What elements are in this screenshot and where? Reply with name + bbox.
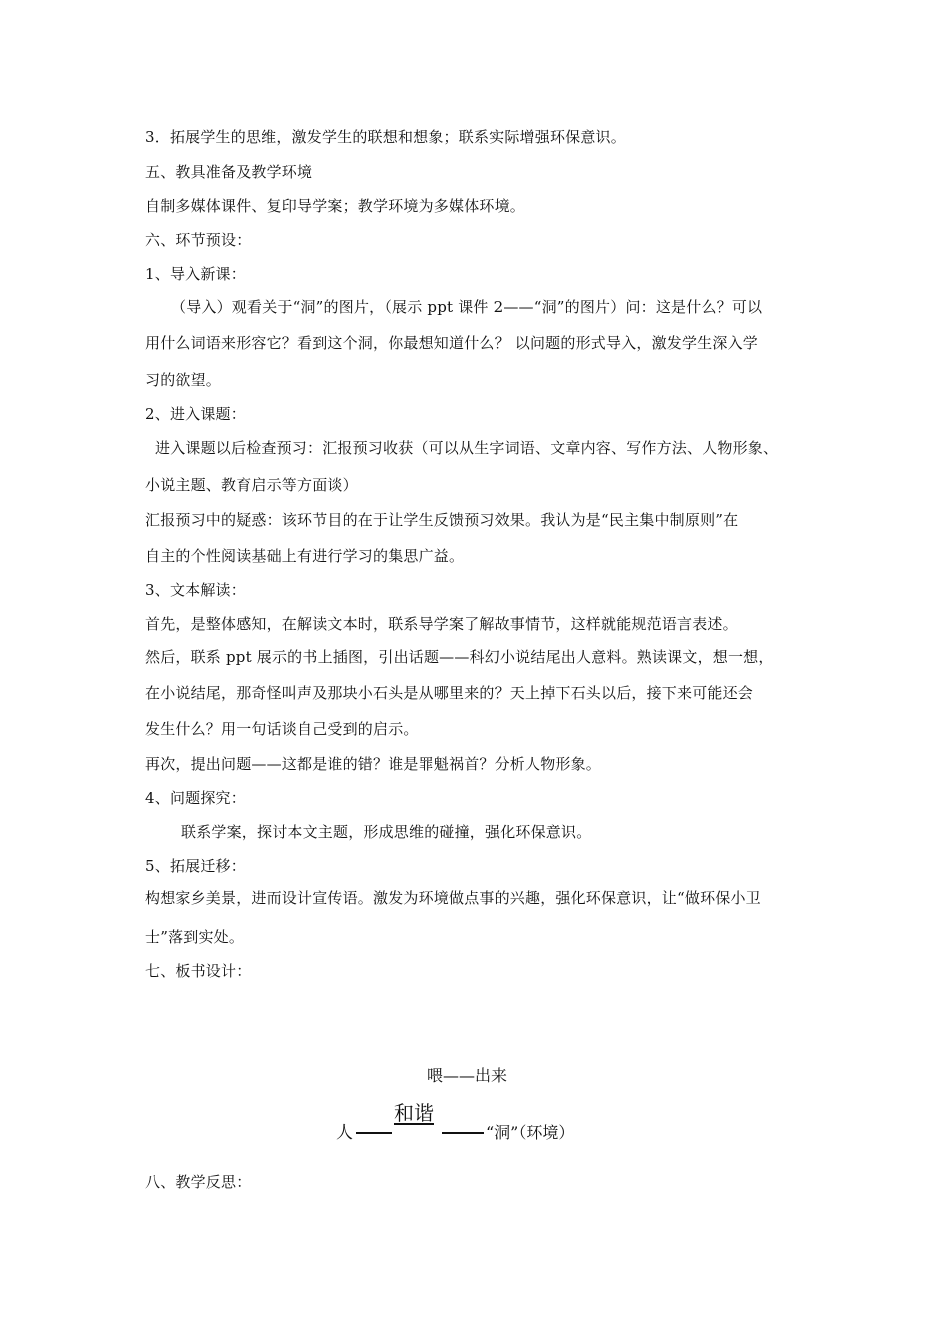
step-2-text-line1: 进入课题以后检查预习：汇报预习收获（可以从生字词语、文章内容、写作方法、人物形象、 <box>155 439 779 457</box>
step-1-text-line2: 用什么词语来形容它？看到这个洞，你最想知道什么？ 以问题的形式导入，激发学生深入学 <box>145 334 758 352</box>
board-left-connector <box>356 1132 392 1134</box>
step-2-heading: 2、进入课题： <box>145 405 246 423</box>
step-3-text-line4: 发生什么？用一句话谈自己受到的启示。 <box>145 720 419 738</box>
section-7-heading: 七、板书设计： <box>145 962 252 980</box>
step-3-text-line5: 再次，提出问题——这都是谁的错？谁是罪魁祸首？分析人物形象。 <box>145 755 602 773</box>
step-1-text-line3: 习的欲望。 <box>145 371 222 389</box>
step-5-text-line2: 士”落到实处。 <box>145 928 245 946</box>
board-right-text: “洞”（环境） <box>486 1123 575 1142</box>
section-6-heading: 六、环节预设： <box>145 231 252 249</box>
step-3-text-line1: 首先，是整体感知，在解读文本时，联系导学案了解故事情节，这样就能规范语言表述。 <box>145 615 738 633</box>
step-3-text-line2: 然后，联系 ppt 展示的书上插图，引出话题——科幻小说结尾出人意料。熟读课文，想一想， <box>145 648 774 666</box>
board-left-text: 人 <box>336 1123 353 1143</box>
board-center-text: 和谐 <box>394 1101 434 1125</box>
step-3-text-line3: 在小说结尾，那奇怪叫声及那块小石头是从哪里来的？天上掉下石头以后，接下来可能还会 <box>145 684 754 702</box>
objective-3: 3．拓展学生的思维，激发学生的联想和想象；联系实际增强环保意识。 <box>145 128 626 146</box>
step-5-heading: 5、拓展迁移： <box>145 857 246 875</box>
section-8-heading: 八、教学反思： <box>145 1173 252 1191</box>
step-5-text-line1: 构想家乡美景，进而设计宣传语。激发为环境做点事的兴趣，强化环保意识，让“做环保小卫 <box>145 889 761 907</box>
step-2-text-line2: 小说主题、教育启示等方面谈） <box>145 476 358 494</box>
step-1-heading: 1、导入新课： <box>145 265 246 283</box>
step-2-doubt-line2: 自主的个性阅读基础上有进行学习的集思广益。 <box>145 547 465 565</box>
section-5-heading: 五、教具准备及教学环境 <box>145 163 313 181</box>
step-2-doubt-line1: 汇报预习中的疑惑：该环节目的在于让学生反馈预习效果。我认为是“民主集中制原则”在 <box>145 511 739 529</box>
board-design <box>336 1101 656 1150</box>
step-3-heading: 3、文本解读： <box>145 581 246 599</box>
board-right-connector <box>442 1132 484 1134</box>
step-1-text-line1: （导入）观看关于“洞”的图片，（展示 ppt 课件 2——“洞”的图片）问：这是什么？可以 <box>171 298 763 316</box>
section-5-text: 自制多媒体课件、复印导学案；教学环境为多媒体环境。 <box>145 197 526 215</box>
board-top-line: 喂——出来 <box>427 1066 508 1085</box>
step-4-heading: 4、问题探究： <box>145 789 246 807</box>
step-4-text: 联系学案，探讨本文主题，形成思维的碰撞，强化环保意识。 <box>181 823 592 841</box>
